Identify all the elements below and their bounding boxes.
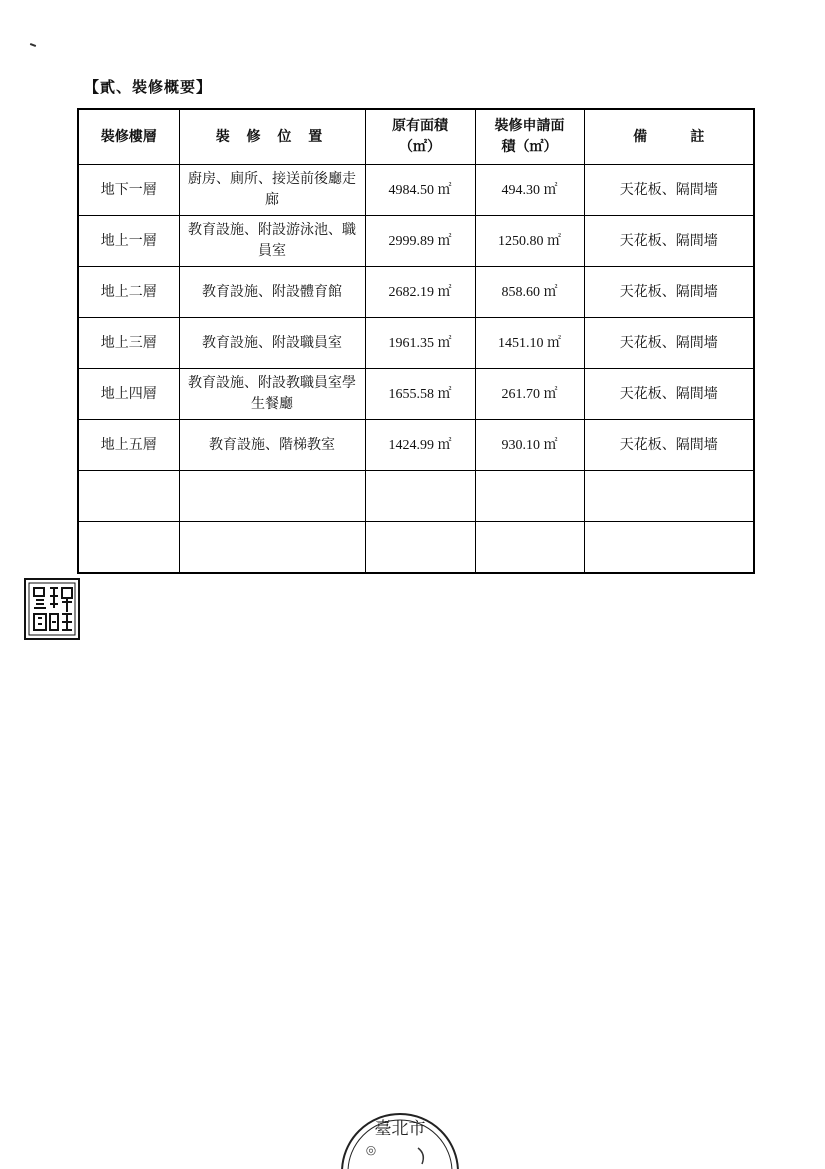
round-seal-stamp xyxy=(338,1100,462,1169)
location-cell: 教育設施、附設職員室 xyxy=(179,318,365,369)
original-area-cell: 1961.35 ㎡ xyxy=(365,318,475,369)
remarks-cell: 天花板、隔間墻 xyxy=(584,267,754,318)
original-area-cell: 1655.58 ㎡ xyxy=(365,369,475,420)
remarks-cell: 天花板、隔間墻 xyxy=(584,369,754,420)
remarks-cell: 天花板、隔間墻 xyxy=(584,420,754,471)
floor-cell: 地下一層 xyxy=(78,165,179,216)
header-location: 裝 修 位 置 xyxy=(179,109,365,165)
remarks-cell: 天花板、隔間墻 xyxy=(584,165,754,216)
seal-text: 臺北市 xyxy=(374,1119,426,1139)
table-row xyxy=(78,165,754,216)
header-applied-area: 裝修申請面 積（㎡） xyxy=(475,109,584,165)
floor-cell: 地上二層 xyxy=(78,267,179,318)
location-cell: 教育設施、附設教職員室學生餐廳 xyxy=(179,369,365,420)
table-row xyxy=(78,216,754,267)
remarks-cell: 天花板、隔間墻 xyxy=(584,318,754,369)
table-row xyxy=(78,420,754,471)
original-area-cell: 4984.50 ㎡ xyxy=(365,165,475,216)
table-row xyxy=(78,267,754,318)
svg-text:◎: ◎ xyxy=(362,1141,379,1159)
original-area-cell: 1424.99 ㎡ xyxy=(365,420,475,471)
table-row xyxy=(78,369,754,420)
applied-area-cell: 1451.10 ㎡ xyxy=(475,318,584,369)
floor-cell: 地上五層 xyxy=(78,420,179,471)
header-original-area: 原有面積 （㎡） xyxy=(365,109,475,165)
applied-area-cell: 261.70 ㎡ xyxy=(475,369,584,420)
scan-speck xyxy=(30,43,36,47)
section-title: 【貳、裝修概要】 xyxy=(84,78,213,96)
original-area-cell: 2682.19 ㎡ xyxy=(365,267,475,318)
renovation-summary-table xyxy=(77,108,755,574)
header-floor: 裝修樓層 xyxy=(78,109,179,165)
location-cell: 廚房、廁所、接送前後廳走廊 xyxy=(179,165,365,216)
official-seal-stamp xyxy=(24,578,80,640)
table-row-empty xyxy=(78,471,754,522)
location-cell: 教育設施、階梯教室 xyxy=(179,420,365,471)
original-area-cell: 2999.89 ㎡ xyxy=(365,216,475,267)
applied-area-cell: 858.60 ㎡ xyxy=(475,267,584,318)
table-header-row xyxy=(78,109,754,165)
table-row-empty xyxy=(78,522,754,573)
location-cell: 教育設施、附設游泳池、職員室 xyxy=(179,216,365,267)
applied-area-cell: 930.10 ㎡ xyxy=(475,420,584,471)
applied-area-cell: 1250.80 ㎡ xyxy=(475,216,584,267)
applied-area-cell: 494.30 ㎡ xyxy=(475,165,584,216)
floor-cell: 地上三層 xyxy=(78,318,179,369)
header-remarks: 備 註 xyxy=(584,109,754,165)
floor-cell: 地上一層 xyxy=(78,216,179,267)
floor-cell: 地上四層 xyxy=(78,369,179,420)
remarks-cell: 天花板、隔間墻 xyxy=(584,216,754,267)
location-cell: 教育設施、附設體育館 xyxy=(179,267,365,318)
table-row xyxy=(78,318,754,369)
